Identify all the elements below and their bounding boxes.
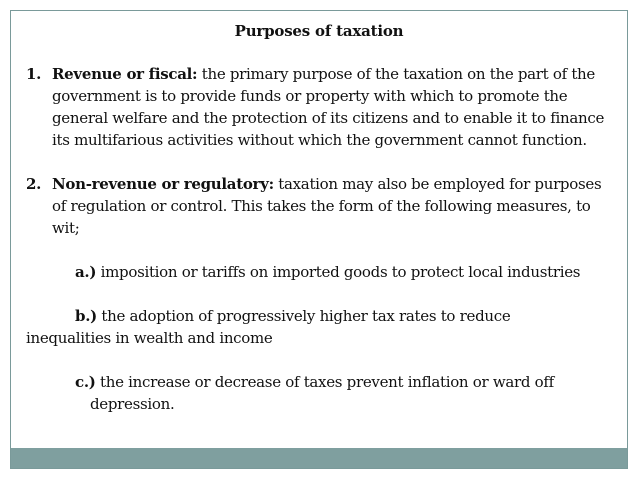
list-item-text: the primary purpose of the taxation on the part of the government is to provide funds or property with which to promote the general welfare and the protection of its citizens and to enable it to finance its multifarious activities without which the government cannot function.	[52, 65, 605, 149]
subitem-a	[26, 261, 616, 283]
subitem-b	[26, 305, 616, 349]
slide-content	[26, 63, 616, 415]
list-item-heading: Revenue or fiscal:	[52, 65, 198, 83]
list-item-text: taxation may also be employed for purposes of regulation or control. This takes the form of the following measures, to wit;	[52, 175, 602, 237]
slide-title: Purposes of taxation	[234, 22, 404, 40]
footer-bar	[11, 448, 627, 468]
list-item-heading: Non-revenue or regulatory:	[52, 175, 274, 193]
subitem-label: a.)	[75, 263, 97, 281]
list-item-revenue	[26, 63, 616, 151]
subitem-text-continued: inequalities in wealth and income	[26, 329, 273, 347]
subitem-text: the adoption of progressively higher tax rates to reduce	[96, 307, 511, 325]
list-number: 1.	[26, 65, 42, 83]
subitem-text: imposition or tariffs on imported goods to protect local industries	[96, 263, 581, 281]
subitem-text-continued: depression.	[90, 395, 175, 413]
list-item-non-revenue	[26, 173, 616, 239]
list-item-body	[52, 63, 616, 151]
slide	[10, 10, 628, 469]
list-item-body	[52, 173, 616, 239]
subitem-label: b.)	[75, 307, 97, 325]
list-number: 2.	[26, 175, 42, 193]
subitem-text: the increase or decrease of taxes prevent inflation or ward off	[95, 373, 554, 391]
subitem-label: c.)	[75, 373, 96, 391]
subitem-c	[26, 371, 616, 415]
